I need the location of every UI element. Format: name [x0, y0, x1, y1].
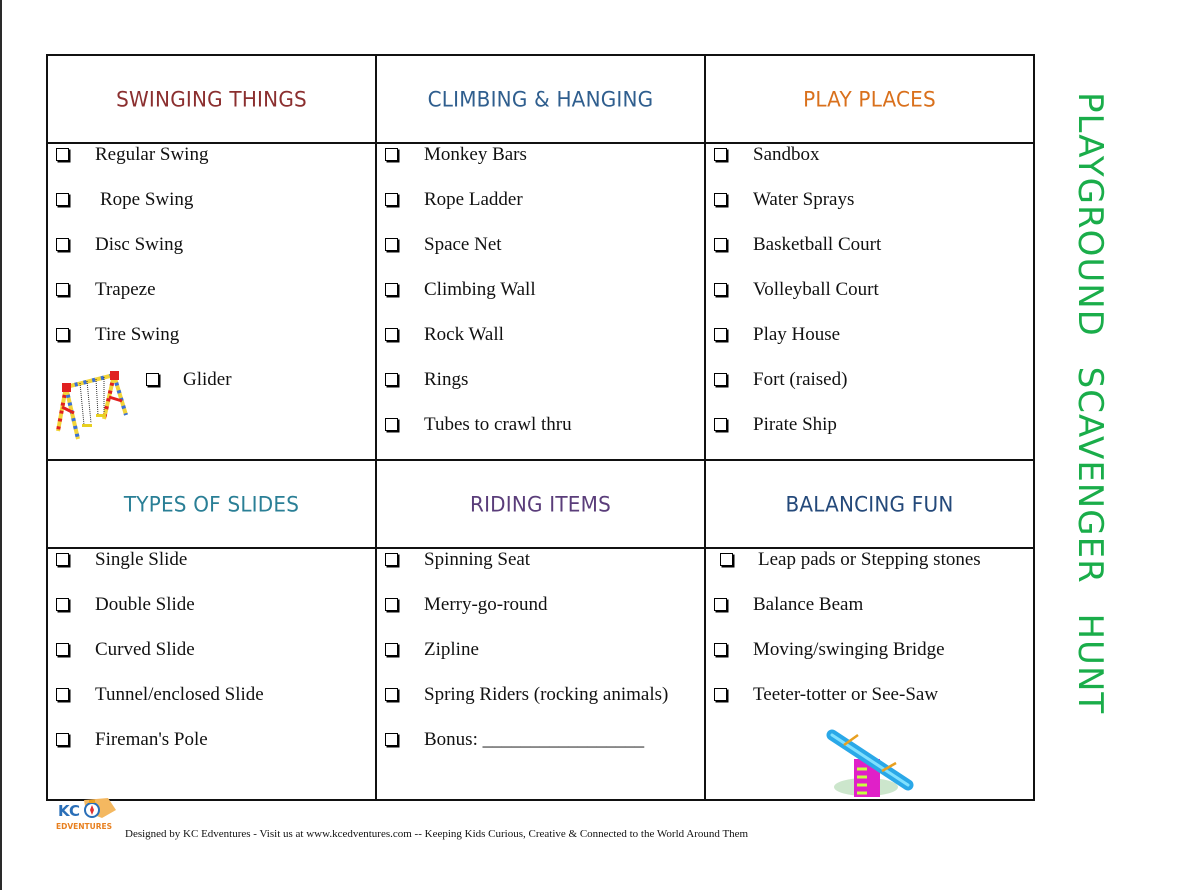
checkbox[interactable]	[385, 688, 398, 701]
checkbox[interactable]	[56, 148, 69, 161]
checkbox[interactable]	[385, 373, 398, 386]
section-title: BALANCING FUN	[785, 491, 954, 517]
checkbox[interactable]	[714, 643, 727, 656]
list-item: Tire Swing	[48, 324, 375, 369]
list-play-places	[705, 143, 1034, 460]
svg-text:KC: KC	[58, 802, 80, 820]
list-item: Play House	[706, 324, 1033, 369]
list-item: Spring Riders (rocking animals)	[377, 684, 704, 729]
list-item: Rock Wall	[377, 324, 704, 369]
scavenger-hunt-table	[46, 54, 1035, 801]
checkbox[interactable]	[56, 193, 69, 206]
page-edge-line	[0, 0, 2, 890]
list-item: Curved Slide	[48, 639, 375, 684]
checkbox[interactable]	[714, 238, 727, 251]
checkbox[interactable]	[146, 373, 159, 386]
checkbox[interactable]	[56, 283, 69, 296]
compass-logo-icon	[56, 796, 122, 834]
checkbox[interactable]	[714, 418, 727, 431]
list-swinging-things	[47, 143, 376, 460]
checkbox[interactable]	[714, 148, 727, 161]
checkbox[interactable]	[714, 193, 727, 206]
list-item: Disc Swing	[48, 234, 375, 279]
svg-text:EDVENTURES: EDVENTURES	[56, 822, 113, 831]
swing-set-icon	[54, 369, 132, 441]
checkbox[interactable]	[56, 643, 69, 656]
header-balancing-fun	[705, 460, 1034, 548]
list-item: Basketball Court	[706, 234, 1033, 279]
list-item: Climbing Wall	[377, 279, 704, 324]
list-item: Zipline	[377, 639, 704, 684]
checkbox[interactable]	[714, 283, 727, 296]
list-item: Rope Swing	[48, 189, 375, 234]
list-item-bonus: Bonus: _________________	[377, 729, 704, 774]
section-title: CLIMBING & HANGING	[427, 86, 654, 112]
list-item: Rings	[377, 369, 704, 414]
checkbox[interactable]	[56, 688, 69, 701]
list-item: Balance Beam	[706, 594, 1033, 639]
list-item: Tunnel/enclosed Slide	[48, 684, 375, 729]
list-climbing-hanging	[376, 143, 705, 460]
list-item: Glider	[48, 369, 375, 414]
checkbox[interactable]	[385, 238, 398, 251]
checkbox[interactable]	[714, 598, 727, 611]
header-swinging-things	[47, 55, 376, 143]
items-row-top	[47, 143, 1034, 460]
footer	[56, 796, 749, 840]
list-item: Teeter-totter or See-Saw	[706, 684, 1033, 729]
checkbox[interactable]	[56, 553, 69, 566]
list-item: Space Net	[377, 234, 704, 279]
list-types-of-slides	[47, 548, 376, 800]
header-climbing-hanging	[376, 55, 705, 143]
seesaw-icon	[826, 725, 916, 801]
checkbox[interactable]	[385, 193, 398, 206]
list-item: Rope Ladder	[377, 189, 704, 234]
list-item: Water Sprays	[706, 189, 1033, 234]
list-item: Moving/swinging Bridge	[706, 639, 1033, 684]
checkbox[interactable]	[720, 553, 733, 566]
section-title: SWINGING THINGS	[116, 86, 307, 112]
checkbox[interactable]	[385, 553, 398, 566]
checkbox[interactable]	[385, 733, 398, 746]
checkbox[interactable]	[385, 283, 398, 296]
checkbox[interactable]	[714, 688, 727, 701]
checkbox[interactable]	[385, 643, 398, 656]
checkbox[interactable]	[56, 598, 69, 611]
checkbox[interactable]	[714, 373, 727, 386]
list-item: Leap pads or Stepping stones	[706, 549, 1033, 594]
list-item: Double Slide	[48, 594, 375, 639]
section-title: RIDING ITEMS	[469, 491, 611, 517]
list-riding-items	[376, 548, 705, 800]
header-types-of-slides	[47, 460, 376, 548]
checkbox[interactable]	[385, 598, 398, 611]
checkbox[interactable]	[56, 328, 69, 341]
page-title-vertical: PLAYGROUND SCAVENGER HUNT	[1070, 92, 1110, 715]
footer-credit-text: Designed by KC Edventures - Visit us at www.kcedventures.com -- Keeping Kids Curious, Creative & Connected to the World Around Them	[125, 828, 749, 840]
checkbox[interactable]	[714, 328, 727, 341]
checkbox[interactable]	[385, 148, 398, 161]
list-item: Fort (raised)	[706, 369, 1033, 414]
list-item: Sandbox	[706, 144, 1033, 189]
header-play-places	[705, 55, 1034, 143]
list-item: Pirate Ship	[706, 414, 1033, 459]
section-title: TYPES OF SLIDES	[123, 491, 300, 517]
list-item: Tubes to crawl thru	[377, 414, 704, 459]
items-row-bottom	[47, 548, 1034, 800]
checkbox[interactable]	[385, 328, 398, 341]
section-title: PLAY PLACES	[803, 86, 936, 112]
checkbox[interactable]	[56, 733, 69, 746]
list-balancing-fun	[705, 548, 1034, 800]
header-riding-items	[376, 460, 705, 548]
list-item: Spinning Seat	[377, 549, 704, 594]
list-item: Single Slide	[48, 549, 375, 594]
list-item: Monkey Bars	[377, 144, 704, 189]
list-item: Regular Swing	[48, 144, 375, 189]
list-item: Volleyball Court	[706, 279, 1033, 324]
header-row-bottom	[47, 460, 1034, 548]
list-item: Trapeze	[48, 279, 375, 324]
list-item: Merry-go-round	[377, 594, 704, 639]
header-row-top	[47, 55, 1034, 143]
list-item: Fireman's Pole	[48, 729, 375, 774]
checkbox[interactable]	[385, 418, 398, 431]
checkbox[interactable]	[56, 238, 69, 251]
kc-edventures-logo	[56, 796, 122, 834]
